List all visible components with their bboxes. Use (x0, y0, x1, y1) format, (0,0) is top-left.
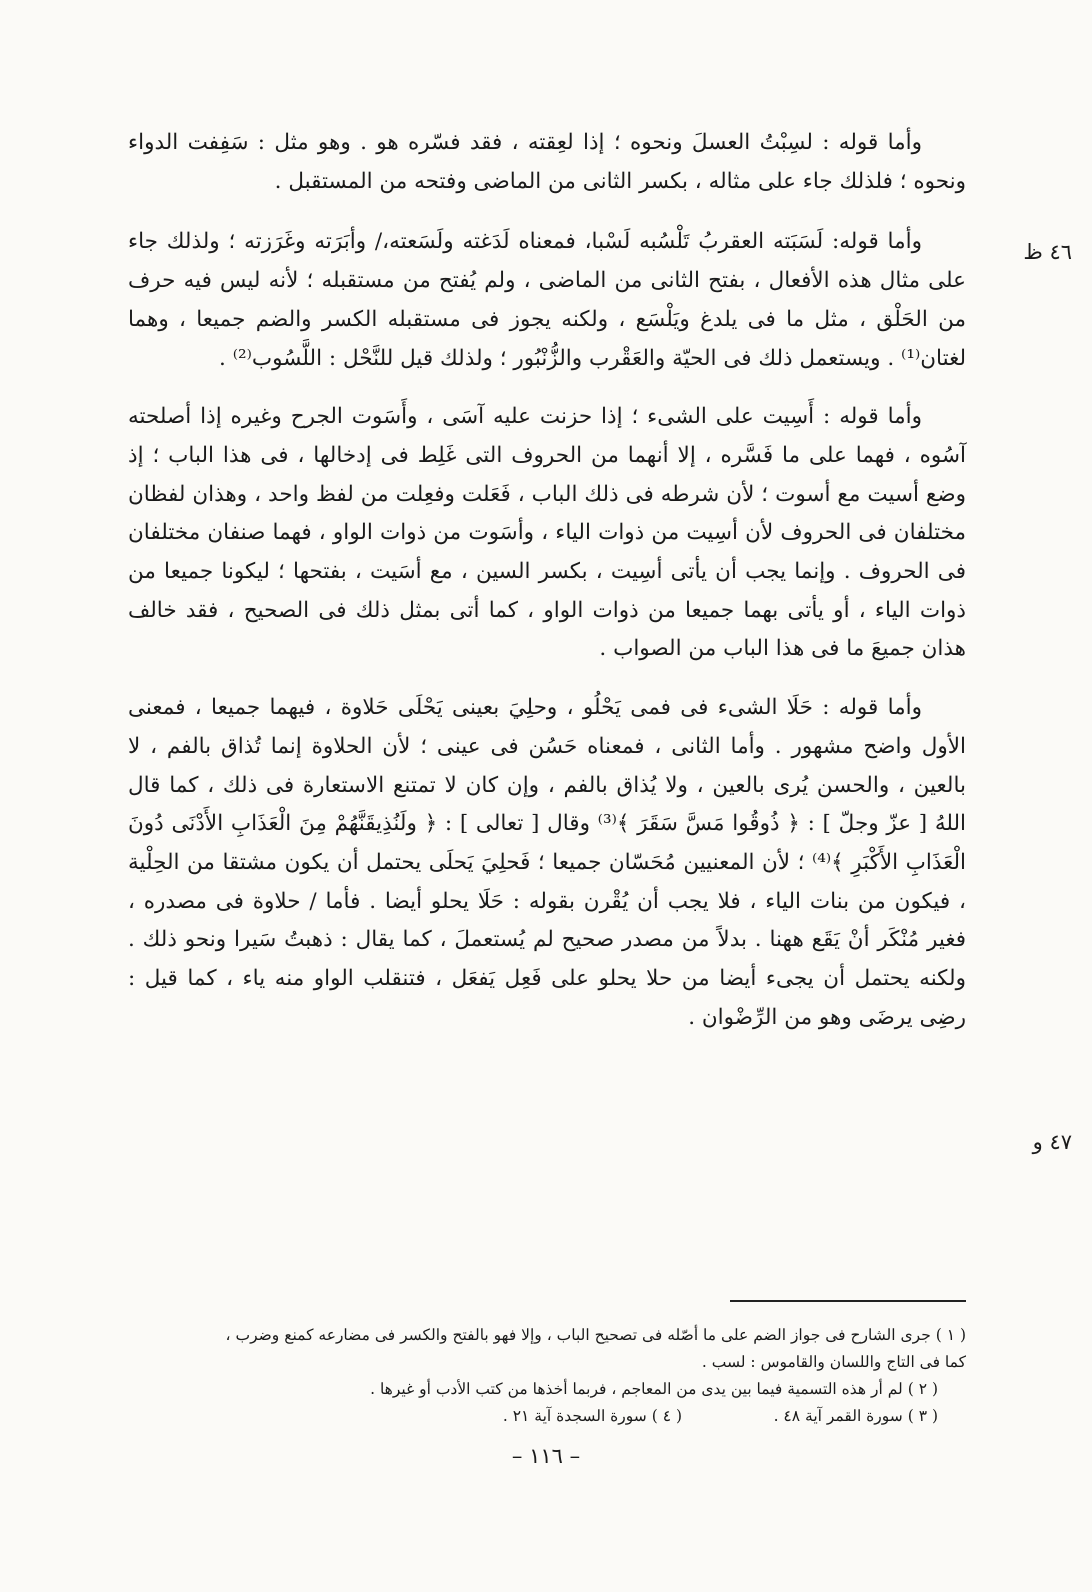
footnote-row-3-4 (128, 1403, 966, 1430)
page-number: – ١١٦ – (511, 1444, 581, 1468)
footnotes (128, 1322, 966, 1430)
footnote-1-continued: كما فى التاج واللسان والقاموس : لسب . (701, 1353, 966, 1371)
footnote-separator (730, 1300, 966, 1302)
paragraph-4: وأما قوله : حَلَا الشىء فى فمى يَحْلُو ، وحلِيَ بعينى يَحْلَى حَلاوة ، فيهما جميعا ، فمعنى الأول واضح مشهور . وأما الثانى ، فمعناه حَسُن فى عينى ؛ لأن الحلاوة إنما تُذاق بالفم ، لا بالعين ، والحسن يُرى بالعين ، ولا يُذاق بالفم ، وإن كان لا تمتنع الاستعارة فى ذلك ، كما قال اللهُ [ عزّ وجلّ ] : ﴿ ذُوقُوا مَسَّ سَقَرَ ﴾⁽³⁾ وقال [ تعالى ] : ﴿ ولَنُذِيقَنَّهُمْ مِنَ الْعَذَابِ الأَدْنَى دُونَ الْعَذَابِ الأَكْبَرِ ﴾⁽⁴⁾ ؛ لأن المعنيين مُحَسّان جميعا ؛ فَحلِيَ يَحلَى يحتمل أن يكون مشتقا من الحِلْية ، فيكون من بنات الياء ، فلا يجب أن يُقْرن بقوله : حَلَا يحلو أيضا . فأما / حلاوة فى مصدره ، فغير مُنْكَر أنْ يَقَع ههنا . بدلاً من مصدر صحيح لم يُستعملَ ، كما يقال : ذهبتُ سَيرا ونحو ذلك . ولكنه يحتمل أن يجىء أيضا من حلا يحلو على فَعِل يَفعَل ، فتنقلب الواو منه ياء ، كما قيل : رضِى يرضَى وهو من الرِّضْوان . (128, 695, 966, 1030)
margin-folio-47: ٤٧ و (1032, 1130, 1072, 1154)
paragraph-3: وأما قوله : أَسِيت على الشىء ؛ إذا حزنت عليه آسَى ، وأَسَوت الجرح وغيره إذا أصلحته آسُوه ، فهما على ما فَسَّره ، إلا أنهما من الحروف التى غَلِط فى إدخالها ، فى هذا الباب ؛ إذ وضع أسيت مع أسوت ؛ لأن شرطه فى ذلك الباب ، فَعَلت وفعِلت من لفظ واحد ، وهذان لفظان مختلفان فى الحروف لأن أسِيت من ذوات الياء ، وأسَوت من ذوات الواو ، فهما صنفان مختلفان فى الحروف . وإنما يجب أن يأتى أسِيت ، بكسر السين ، مع أسَيت ، بفتحها ؛ ليكونا جميعا من ذوات الياء ، أو يأتى بهما جميعا من ذوات الواو ، كما أتى بمثل ذلك فى الصحيح ، فقد خالف هذان جميعَ ما فى هذا الباب من الصواب . (128, 404, 966, 662)
paragraph-1: وأما قوله : لسِبْتُ العسلَ ونحوه ؛ إذا لعِقته ، فقد فسّره هو . وهو مثل : سَفِفت الدواء ونحوه ؛ فلذلك جاء على مثاله ، بكسر الثانى من الماضى وفتحه من المستقبل . (128, 130, 966, 194)
footnote-1: ( ١ ) جرى الشارح فى جواز الضم على ما أصّله فى تصحيح الباب ، وإلا فهو بالفتح والكسر فى مضارعه كمنع وضرب ، (225, 1326, 966, 1344)
margin-folio-46: ٤٦ ظ (1023, 240, 1072, 264)
main-text (128, 124, 966, 1037)
paragraph-2: وأما قوله: لَسَبَته العقربُ تَلْسُبه لَسْبا، فمعناه لَدَغته ولَسَعته،/ وأبَرَته وغَرَزته ؛ ولذلك جاء على مثال هذه الأفعال ، بفتح الثانى من الماضى ، ولم يُفتح من مستقبله ؛ لأنه ليس فيه حرف من الحَلْق ، مثل ما فى يلدغ ويَلْسَع ، ولكنه يجوز فى مستقبله الكسر والضم جميعا ، وهما لغتان⁽¹⁾ . ويستعمل ذلك فى الحيّة والعَقْرب والزُّنْبُور ؛ ولذلك قيل للنَّحْل : اللَّسُوب⁽²⁾ . (128, 229, 966, 371)
footnote-2: ( ٢ ) لم أر هذه التسمية فيما بين يدى من المعاجم ، فربما أخذها من كتب الأدب أو غيرها . (370, 1380, 938, 1398)
footnote-3: ( ٣ ) سورة القمر آية ٤٨ . (773, 1407, 938, 1425)
footnote-4: ( ٤ ) سورة السجدة آية ٢١ . (502, 1407, 682, 1425)
